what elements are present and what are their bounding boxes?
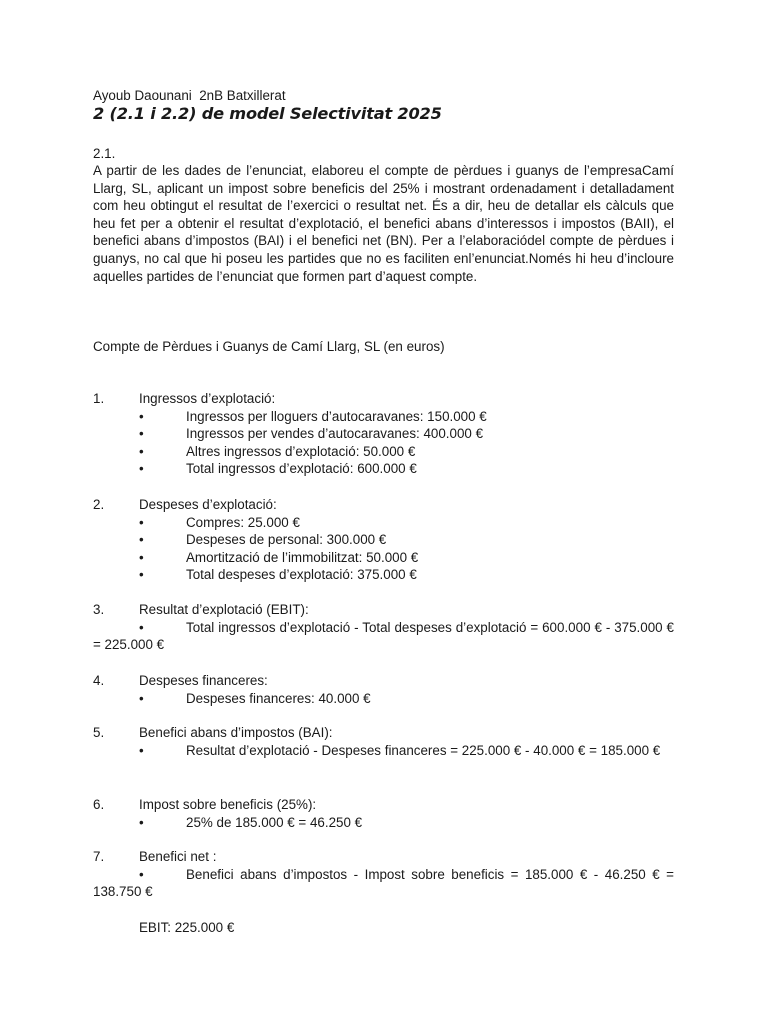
list-item: • 25% de 185.000 € = 46.250 € — [139, 814, 363, 830]
list-item: • Despeses de personal: 300.000 € — [139, 532, 387, 548]
bullet-icon: • — [139, 742, 144, 758]
section-number: 5. — [93, 725, 105, 740]
calculation-text: Benefici abans d’impostos - Impost sobre beneficis = 185.000 € - 46.250 € = 138.750 € — [93, 866, 674, 900]
section-heading: Despeses financeres: — [139, 673, 268, 688]
section-2 — [93, 496, 674, 584]
section-heading: Benefici net : — [139, 849, 217, 864]
bullet-icon: • — [139, 814, 144, 830]
list-item: • Ingressos per vendes d’autocaravanes: 400.000 € — [139, 426, 484, 442]
section-heading: Despeses d’explotació: — [139, 497, 277, 512]
list-item: • Compres: 25.000 € — [139, 514, 300, 530]
question-text: A partir de les dades de l’enunciat, elaboreu el compte de pèrdues i guanys de l’empresaCamí Llarg, SL, aplicant un impost sobre beneficis del 25% i mostrant ordenadament i detalladament com heu obtingut el resultat de l’exercici o resultat net. És a dir, heu de detallar els càlculs que heu fet per a obtenir el resultat d’explotació, el benefici abans d’interessos i impostos (BAII), el benefici abans d’impostos (BAI) i el benefici net (BN). Per a l’elaboraciódel compte de pèrdues i guanys, no cal que hi poseu les partides que no es faciliten enl’enunciat.Només hi heu d’incloure aquelles partides de l’enunciat que formen part d’aquest compte. — [93, 163, 674, 284]
bullet-icon: • — [139, 461, 144, 477]
bullet-icon: • — [139, 514, 144, 530]
section-number: 3. — [93, 602, 105, 617]
section-7 — [93, 848, 674, 901]
section-heading: Impost sobre beneficis (25%): — [139, 797, 317, 812]
bullet-icon: • — [139, 619, 144, 635]
section-number: 1. — [93, 391, 105, 406]
statement-caption: Compte de Pèrdues i Guanys de Camí Llarg, SL (en euros) — [93, 339, 445, 354]
list-item: • Altres ingressos d’explotació: 50.000 € — [139, 443, 416, 459]
bullet-icon: • — [139, 408, 144, 424]
list-item — [93, 742, 674, 760]
list-item: • Total despeses d’explotació: 375.000 € — [139, 567, 417, 583]
bullet-icon: • — [139, 690, 144, 706]
list-item — [93, 866, 674, 901]
bullet-icon: • — [139, 426, 144, 442]
bullet-icon: • — [139, 866, 144, 882]
section-number: 2. — [93, 497, 105, 512]
bullet-icon: • — [139, 443, 144, 459]
question-number: 2.1. — [93, 146, 116, 161]
list-item: • Total ingressos d’explotació: 600.000 € — [139, 461, 417, 477]
section-heading: Benefici abans d’impostos (BAI): — [139, 725, 333, 740]
section-6 — [93, 796, 674, 831]
section-3 — [93, 601, 674, 654]
author-line: Ayoub Daounani 2nB Batxillerat — [93, 88, 286, 103]
section-number: 4. — [93, 673, 105, 688]
list-item: • Ingressos per lloguers d’autocaravanes: 150.000 € — [139, 408, 487, 424]
bullet-icon: • — [139, 567, 144, 583]
section-4 — [93, 672, 674, 707]
bullet-icon: • — [139, 532, 144, 548]
page-title: 2 (2.1 i 2.2) de model Selectivitat 2025 — [93, 104, 442, 123]
list-item: • Despeses financeres: 40.000 € — [139, 690, 371, 706]
list-item: • Amortització de l’immobilitzat: 50.000 € — [139, 549, 419, 565]
list-item — [93, 619, 674, 654]
section-5 — [93, 724, 674, 759]
calculation-text: Total ingressos d’explotació - Total despeses d’explotació = 600.000 € - 375.000 € = 225.000 € — [93, 619, 674, 653]
bullet-icon: • — [139, 549, 144, 565]
section-heading: Ingressos d’explotació: — [139, 391, 276, 406]
ebit-summary: EBIT: 225.000 € — [139, 920, 235, 935]
calculation-text: Resultat d’explotació - Despeses financeres = 225.000 € - 40.000 € = 185.000 € — [186, 742, 661, 758]
section-heading: Resultat d’explotació (EBIT): — [139, 602, 309, 617]
section-number: 7. — [93, 849, 105, 864]
section-1 — [93, 390, 674, 478]
section-number: 6. — [93, 797, 105, 812]
